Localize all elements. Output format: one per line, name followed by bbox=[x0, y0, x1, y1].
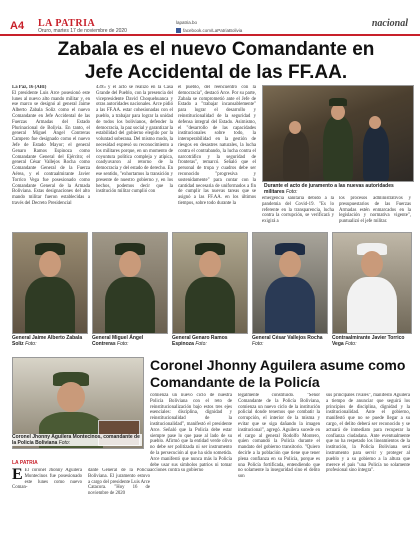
second-article-col-2: dante General de la Policía Boliviana. El juramento estuvo a cargo del presidente Luis Arce Catacora. "Hoy 16 de noviembre de 2020 bbox=[88, 468, 150, 497]
facebook-link[interactable] bbox=[176, 28, 242, 33]
second-article-col-1 bbox=[12, 468, 82, 528]
portrait-caption-zabala bbox=[12, 335, 88, 347]
facebook-icon bbox=[176, 28, 181, 33]
portrait-credit: Foto: bbox=[117, 341, 129, 347]
section-name: nacional bbox=[371, 18, 408, 29]
portrait-caption-vallejos bbox=[252, 335, 328, 347]
issue-date: Oruro, martes 17 de noviembre de 2020 bbox=[38, 28, 127, 34]
aguilera-caption-text: Coronel Jhonny Aguilera Montecinos, comandante de la Policía Boliviana bbox=[12, 434, 140, 446]
portrait-credit: Foto: bbox=[195, 341, 207, 347]
portrait-name: General César Vallejos Rocha bbox=[252, 335, 323, 341]
portrait-vallejos bbox=[252, 232, 328, 334]
portrait-contreras bbox=[92, 232, 168, 334]
main-headline: Zabala es el nuevo Comandante en Jefe Accidental de las FF.AA. bbox=[57, 39, 375, 83]
main-article-col-2: 4395 y el acto se realizó en la Casa Grande del Pueblo, con la presencia del vicepresidente David Choquehuanca y otras autoridades nacionales. Arce pidió a las FF.AA. estar cohesionadas con el pueblo, a trabajar para lograr la unidad de todos los bolivianos, defender la democracia, la paz social y garantizar la estabilidad del gobierno elegido por la voluntad soberana. Del mismo modo, la necesidad expresó su reconocimiento a los militares porque, en un momento de coyuntura política compleja y atípica, coadyuvaron al retorno de la democracia y del estado de derecho. En ese sentido, "exhortamos la transición y presente de nuestro gobierno y, en los hechos, podemos decir que la institución militar cumplió con bbox=[96, 85, 173, 195]
portrait-credit: Foto: bbox=[252, 341, 264, 347]
portrait-name: Contraalmirante Javier Torrico Vega bbox=[332, 335, 405, 347]
dropcap: E bbox=[12, 468, 23, 483]
aguilera-photo-credit: Foto: bbox=[58, 440, 71, 446]
second-article-col-4: legalmente constituido. "Señor Comandante de la Policía Boliviana, comienza un nuevo ciclo de la institución policial donde tenemos que combatir la corrupción, el interior de la misma y evitar que se siga dañando la imagen institucional", agregó. Aguilera sucede en el cargo al general Rodolfo Montero, quien comandó la Policía durante el mandato del gobierno transitorio. "Quiero decirle a la población que tiene que tener plena confianza en su Policía, porque es una Policía fortificada, entendiendo que no solamente la inseguridad sino el delito son bbox=[238, 393, 320, 480]
portrait-name: General Miguel Ángel Contreras bbox=[92, 335, 144, 347]
main-photo-credit: Foto: bbox=[285, 189, 298, 195]
swearing-in-photo bbox=[262, 85, 414, 182]
portrait-credit: Foto: bbox=[25, 341, 37, 347]
second-headline: Coronel Jhonny Aguilera asume como Comandante de la Policía bbox=[150, 357, 406, 390]
main-article-col-4: emergencia sanitaria debido a la pandemia del Covid-19. "Es lo referente en la transparencia, lucha contra la corrupción, se verificará y exigirá a bbox=[262, 196, 334, 225]
main-photo-caption bbox=[264, 183, 414, 195]
second-article-col-5: sus principales rivales", manifestó Aguilera a tiempo de anunciar que seguirá los principios de disciplina, dignidad y la institucionalidad. Ante el gobierno, manifestó que no se puede llegar a su cargo, el delito deberá ser reconocido y se actuará de inmediato para recuperar la confianza ciudadana. Ante eventualmente que no ha respetado los lineamientos de la institución, la Policía Boliviana será instrumento para servir y proteger al pueblo y a su gobierno a la altura que merece el país "una Policía no solamente profesional sino íntegra". bbox=[326, 393, 410, 474]
website-link[interactable]: lapatria.bo bbox=[176, 20, 198, 25]
second-article-col-3: comienza un nuevo ciclo de nuestra Policía Boliviana con el reto de reinstitucionalización bajo estos tres ejes esenciales: disciplina, dignidad y reinstitucionalidad de la institucionalidad", manifestó el presidente Arce. Señaló que la Policía debe estar siempre pase lo que pase al lado de su pueblo. Afirmó que la entidad verde olivo no debe ser politizada ni ser instrumento de la persecución al que ha sido sometida. Arce manifestó que nunca más la Policía debe usar sus símbolos patrios ni tomar acciones contra su gobierno bbox=[150, 393, 232, 474]
main-article-col-1-text: El presidente Luis Arce posesionó este lunes al nuevo alto mando militar y, en ese marco se designó al general Jaime Alberto Zabala Solíz como el nuevo Comandante en Jefe Accidental de las Fuerzas Armadas del Estado Plurinacional de Bolivia. En tanto, el general Miguel Ángel Contreras Campero fue designado como el nuevo Jefe de Estado Mayor; el general Genaro Ramos Espinoza como Comandante General del Ejército; el general César Vallejos Rocha como Comandante General de la Fuerza Aérea, y el contraalmirante Javier Torrico Vega fue posesionado como Comandante General de la Armada Boliviana. Estas designaciones del alto mando militar fueron establecidas a través del Decreto Presidencial bbox=[12, 90, 90, 206]
portrait-caption-ramos bbox=[172, 335, 248, 347]
portrait-torrico bbox=[332, 232, 412, 334]
facebook-label: facebook.com/LaPatriaBolivia bbox=[183, 28, 243, 33]
main-article-col-3: el pueblo, del reencuentro con la democracia", destacó Arce. Por su parte, Zabala se comprometió ante el Jefe de Estado a "trabajar incansablemente" para lograr el desarrollo y reinstitucionalidad de la seguridad y defensa integral del Estado. Asimismo, el "desarrollo de las capacidades institucionales sobre todo, la interoperabilidad en la gestión de riesgos en desastres naturales, la lucha contra el contrabando, la lucha contra el narcotráfico y la seguridad de fronteras", remarcó. Señaló que el personal de tropa y cuadros debe ser reconocido "progresiva y sostenidamente" para contar con la cantidad necesaria de uniformados a fin de cumplir las nuevas tareas que se asignó a las FF.AA. en los últimos tiempos, sobre todo durante la bbox=[178, 85, 256, 206]
portrait-name: General Genaro Ramos Espinoza bbox=[172, 335, 228, 347]
aguilera-photo-caption bbox=[12, 434, 142, 446]
portrait-caption-contreras bbox=[92, 335, 168, 347]
portrait-name: General Jaime Alberto Zabala Solíz bbox=[12, 335, 83, 347]
portrait-credit: Foto: bbox=[345, 341, 357, 347]
main-photo-caption-text: Durante el acto de juramento a las nuevas autoridades militares bbox=[264, 183, 394, 195]
newspaper-name: LA PATRIA bbox=[38, 18, 96, 29]
portrait-ramos bbox=[172, 232, 248, 334]
dateline: La Paz, 16 (ABI) bbox=[12, 85, 47, 90]
second-article-col-1-text: El coronel Jhonny Aguilera Montecinos fue posesionado este lunes como nuevo Coman- bbox=[12, 468, 82, 491]
page-number: A4 bbox=[10, 20, 25, 32]
portrait-caption-torrico bbox=[332, 335, 410, 347]
main-article-col-5: los procesos administrativos y presupuestarios de las Fuerzas Armadas estén enmarcados en la legislación y normativa vigente", puntualizó el jefe militar. bbox=[339, 196, 411, 225]
portrait-zabala bbox=[12, 232, 88, 334]
second-article-source: LA PATRIA bbox=[12, 460, 38, 466]
